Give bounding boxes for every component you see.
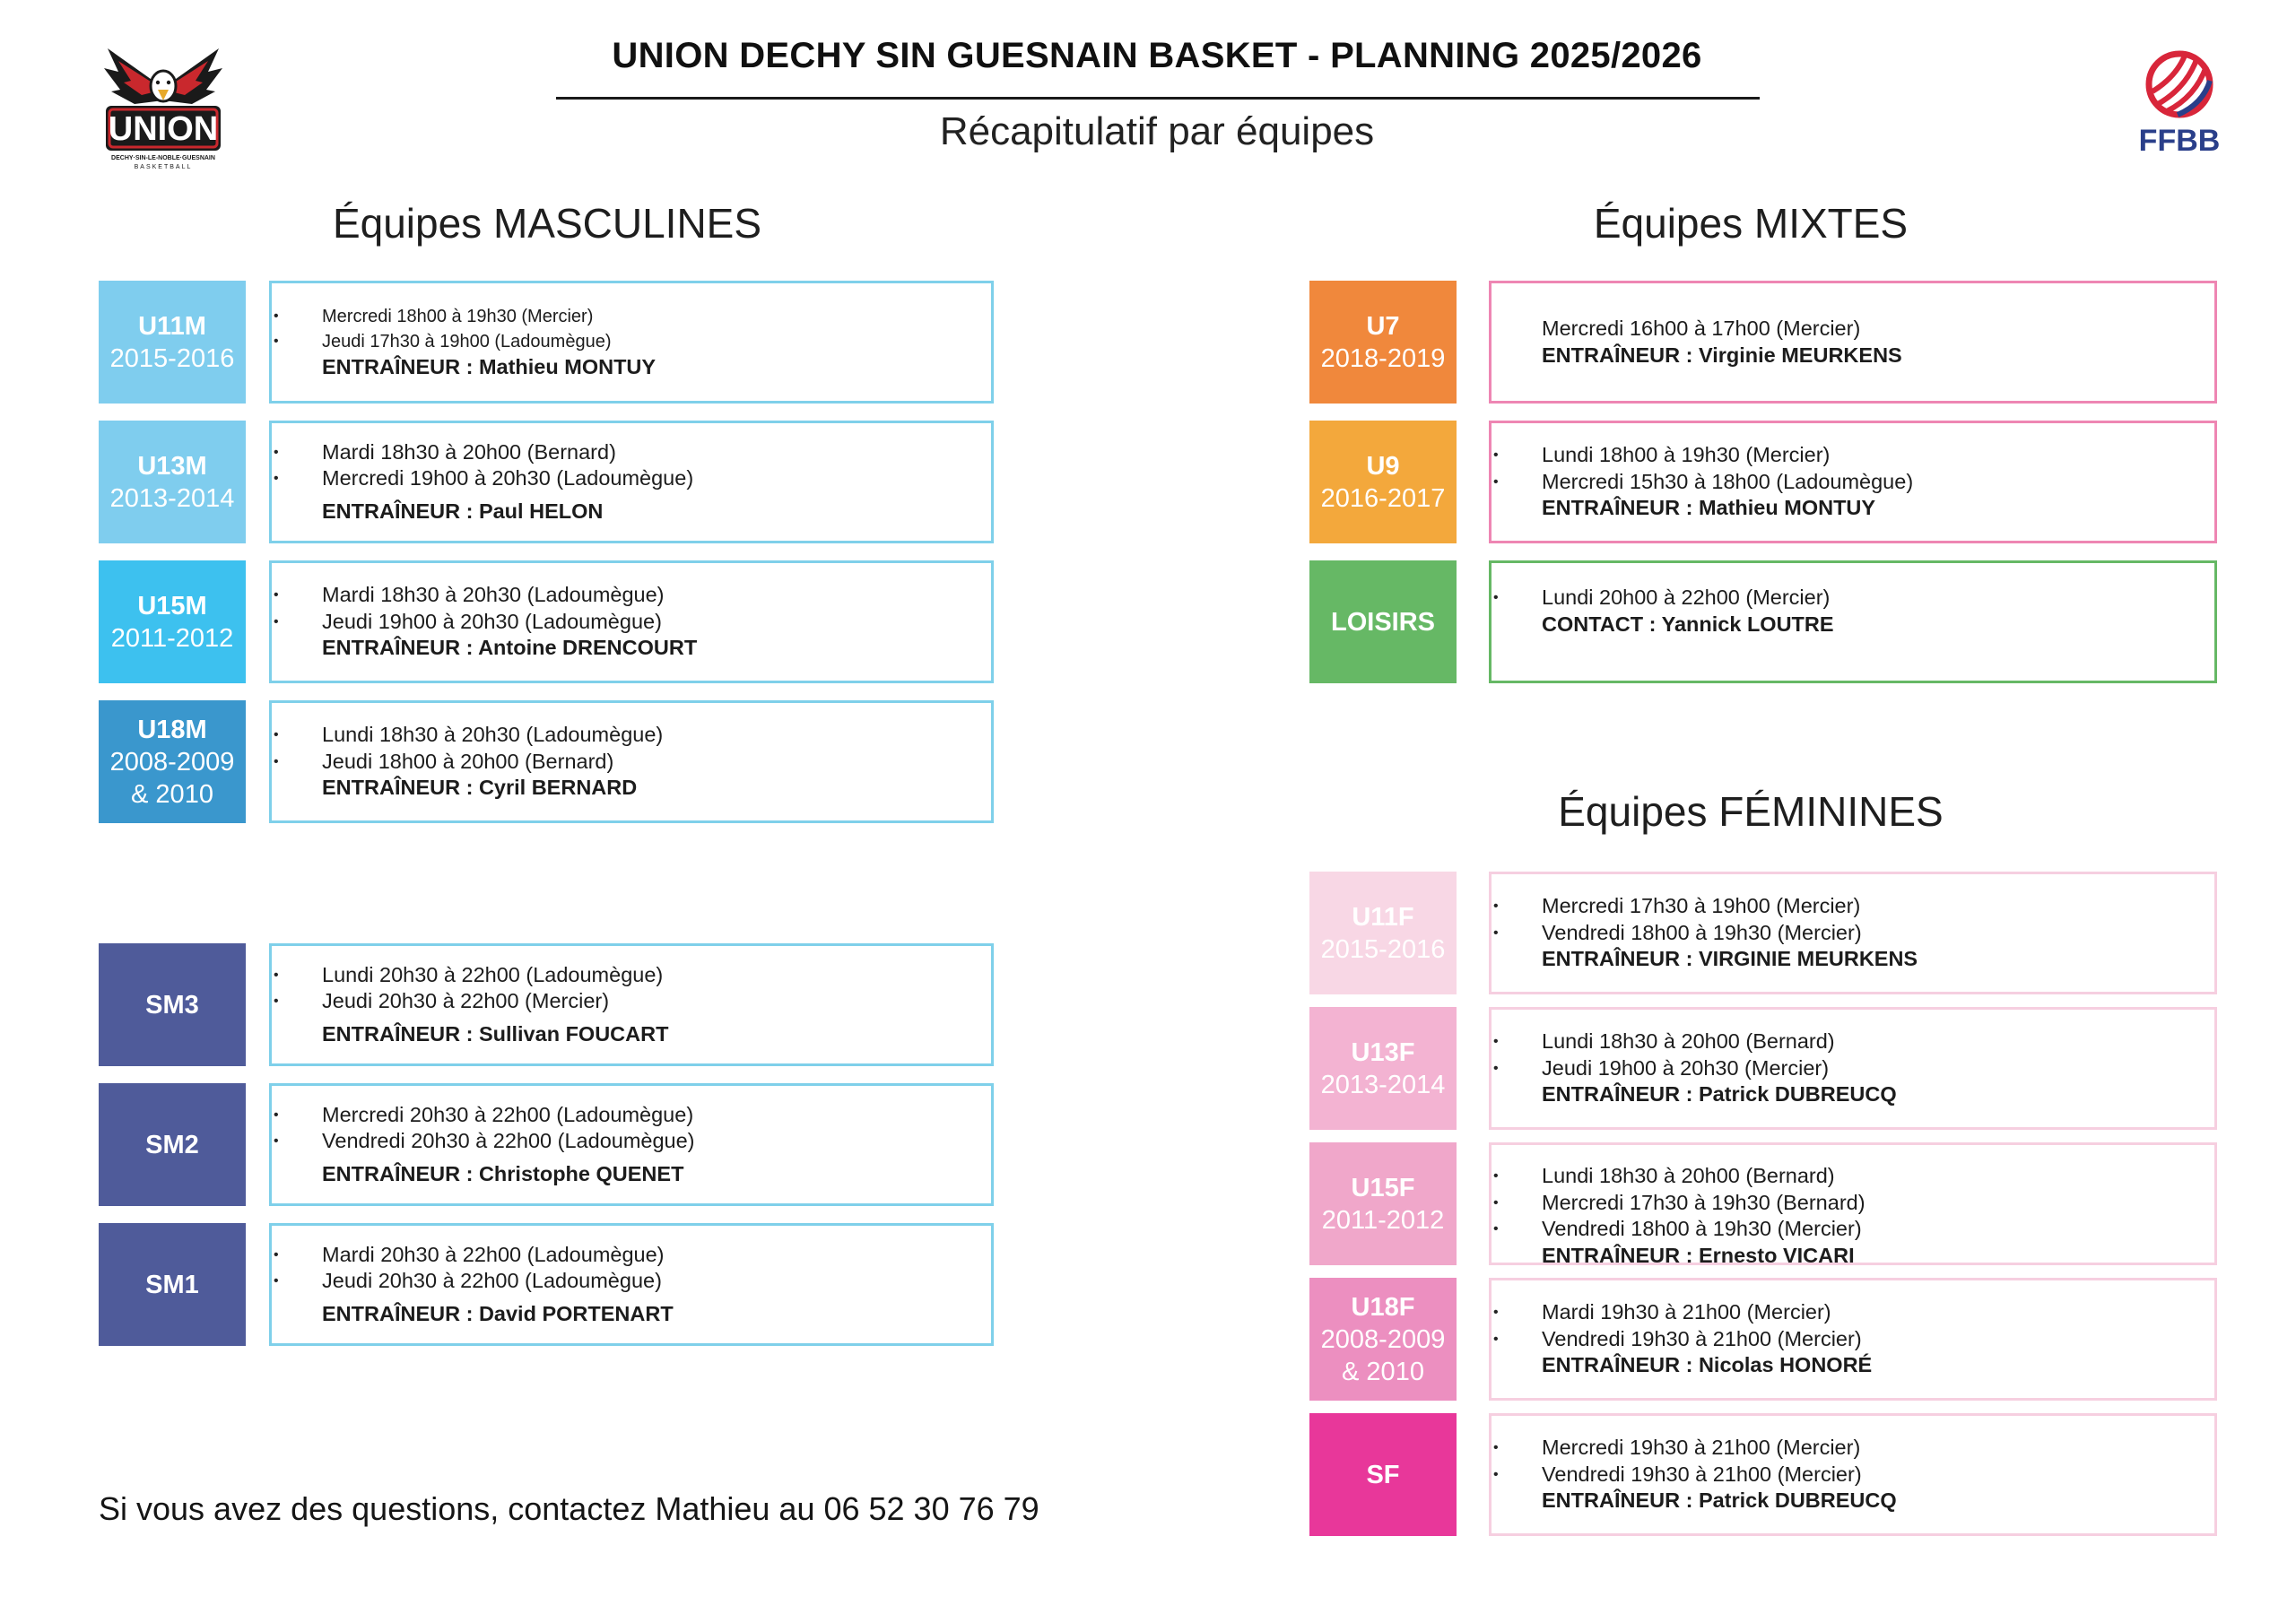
schedule-item: • Vendredi 19h30 à 21h00 (Mercier) [1542,1462,2214,1488]
team-schedule-u9 [1489,421,2217,543]
team-years: 2008-2009 [1320,1324,1446,1354]
schedule-item: • Lundi 20h00 à 22h00 (Mercier) [1542,585,2214,612]
schedule-item: • Mercredi 18h00 à 19h30 (Mercier) [322,304,991,329]
team-schedule-loisirs [1489,560,2217,683]
contact-name: CONTACT : Yannick LOUTRE [1542,612,1834,636]
coach-name: ENTRAÎNEUR : Virginie MEURKENS [1542,343,1902,367]
team-schedule-u7 [1489,281,2217,404]
team-code: U11M [138,311,206,341]
schedule-item: Mercredi 16h00 à 17h00 (Mercier) [1542,317,1861,340]
team-schedule-u13m [269,421,994,543]
union-logo [100,36,226,170]
team-years: 2015-2016 [109,343,235,373]
schedule-item: • Mercredi 19h00 à 20h30 (Ladoumègue) [322,465,991,492]
schedule-item: • Vendredi 19h30 à 21h00 (Mercier) [1542,1326,2214,1353]
schedule-item: • Mercredi 20h30 à 22h00 (Ladoumègue) [322,1102,991,1129]
union-logo-subtext: DECHY·SIN-LE-NOBLE·GUESNAIN [111,155,215,161]
team-label-u15m [99,560,246,683]
ffbb-logo-text: FFBB [2138,124,2221,156]
team-label-loisirs [1309,560,1457,683]
coach-name: ENTRAÎNEUR : Paul HELON [322,499,604,523]
coach-name: ENTRAÎNEUR : Patrick DUBREUCQ [1542,1082,1897,1107]
team-schedule-sm1 [269,1223,994,1346]
coach-name: ENTRAÎNEUR : Mathieu MONTUY [322,354,657,378]
title-underline [556,97,1760,100]
team-code: LOISIRS [1330,607,1435,637]
schedule-item: • Lundi 18h30 à 20h00 (Bernard) [1542,1028,2214,1055]
team-label-u13f [1309,1007,1457,1130]
coach-name: ENTRAÎNEUR : Nicolas HONORÉ [1542,1353,1873,1377]
section-title-mixtes: Équipes MIXTES [1593,200,1909,247]
schedule-item: • Mercredi 15h30 à 18h00 (Ladoumègue) [1542,469,2214,496]
section-title-masculines: Équipes MASCULINES [332,200,762,247]
team-years: & 2010 [1342,1357,1424,1386]
team-label-u11f [1309,872,1457,994]
team-code: SM1 [145,1270,199,1299]
coach-name: ENTRAÎNEUR : Christophe QUENET [322,1161,684,1185]
schedule-item: • Jeudi 18h00 à 20h00 (Bernard) [322,749,991,776]
schedule-item: • Lundi 18h30 à 20h00 (Bernard) [1542,1163,2214,1190]
team-code: SM3 [145,990,199,1020]
coach-name: ENTRAÎNEUR : VIRGINIE MEURKENS [1542,947,1918,971]
team-schedule-u11f [1489,872,2217,994]
team-label-u18m [99,700,246,823]
team-label-sm1 [99,1223,246,1346]
team-code: U11F [1352,902,1414,932]
team-years: 2008-2009 [109,747,235,777]
team-code: U13M [137,451,207,481]
team-code: U7 [1366,311,1400,341]
basketball-icon [2131,48,2228,156]
team-schedule-sm3 [269,943,994,1066]
schedule-item: • Lundi 18h30 à 20h30 (Ladoumègue) [322,722,991,749]
page-title: UNION DECHY SIN GUESNAIN BASKET - PLANNING 2025/2026 [612,36,1702,75]
team-label-sm2 [99,1083,246,1206]
schedule-item: • Mardi 19h30 à 21h00 (Mercier) [1542,1299,2214,1326]
schedule-item: • Vendredi 18h00 à 19h30 (Mercier) [1542,920,2214,947]
team-label-sf [1309,1413,1457,1536]
schedule-item: • Mercredi 17h30 à 19h00 (Mercier) [1542,893,2214,920]
team-schedule-sm2 [269,1083,994,1206]
team-code: U15F [1351,1173,1415,1202]
schedule-item: • Mardi 18h30 à 20h30 (Ladoumègue) [322,582,991,609]
coach-name: ENTRAÎNEUR : Ernesto VICARI [1542,1243,1855,1267]
section-title-feminines: Équipes FÉMININES [1558,788,1944,835]
team-schedule-u18m [269,700,994,823]
team-years: 2018-2019 [1320,343,1446,373]
coach-name: ENTRAÎNEUR : Sullivan FOUCART [322,1021,669,1046]
ffbb-logo [2131,48,2228,156]
team-code: SM2 [145,1130,199,1159]
page-subtitle: Récapitulatif par équipes [939,109,1375,153]
contact-footer: Si vous avez des questions, contactez Mathieu au 06 52 30 76 79 [99,1490,1039,1527]
team-schedule-u15f [1489,1142,2217,1265]
schedule-item: • Jeudi 20h30 à 22h00 (Ladoumègue) [322,1268,991,1295]
eagle-icon [100,36,226,170]
team-code: U15M [137,591,207,621]
team-label-u9 [1309,421,1457,543]
schedule-item: • Jeudi 20h30 à 22h00 (Mercier) [322,988,991,1015]
team-code: U18M [137,715,207,744]
coach-name: ENTRAÎNEUR : Mathieu MONTUY [1542,496,1876,520]
schedule-item: • Mardi 20h30 à 22h00 (Ladoumègue) [322,1242,991,1269]
team-schedule-u18f [1489,1278,2217,1401]
schedule-item: • Mercredi 17h30 à 19h30 (Bernard) [1542,1190,2214,1217]
team-label-u13m [99,421,246,543]
schedule-item: • Lundi 20h30 à 22h00 (Ladoumègue) [322,962,991,989]
team-schedule-u11m [269,281,994,404]
team-schedule-u13f [1489,1007,2217,1130]
schedule-item: • Lundi 18h00 à 19h30 (Mercier) [1542,442,2214,469]
team-label-sm3 [99,943,246,1066]
schedule-item: • Jeudi 19h00 à 20h30 (Ladoumègue) [322,609,991,636]
team-label-u18f [1309,1278,1457,1401]
schedule-item: • Jeudi 19h00 à 20h30 (Mercier) [1542,1055,2214,1082]
team-code: SF [1366,1460,1400,1489]
union-logo-text: UNION [108,110,219,148]
coach-name: ENTRAÎNEUR : Patrick DUBREUCQ [1542,1488,1897,1513]
team-years: 2013-2014 [109,483,235,513]
team-years: 2011-2012 [110,623,234,653]
team-schedule-u15m [269,560,994,683]
team-label-u7 [1309,281,1457,404]
team-label-u11m [99,281,246,404]
team-code: U13F [1351,1037,1415,1067]
union-logo-basket: BASKETBALL [134,164,193,170]
coach-name: ENTRAÎNEUR : David PORTENART [322,1301,674,1325]
team-years: & 2010 [131,779,213,809]
coach-name: ENTRAÎNEUR : Antoine DRENCOURT [322,636,698,660]
team-schedule-sf [1489,1413,2217,1536]
schedule-item: • Jeudi 17h30 à 19h00 (Ladoumègue) [322,329,991,354]
team-label-u15f [1309,1142,1457,1265]
schedule-item: • Mardi 18h30 à 20h00 (Bernard) [322,439,991,466]
team-code: U18F [1351,1292,1415,1322]
schedule-item: • Vendredi 18h00 à 19h30 (Mercier) [1542,1216,2214,1243]
team-code: U9 [1366,451,1400,481]
team-years: 2011-2012 [1321,1205,1445,1235]
schedule-item: • Vendredi 20h30 à 22h00 (Ladoumègue) [322,1128,991,1155]
team-years: 2015-2016 [1320,934,1446,964]
team-years: 2016-2017 [1320,483,1446,513]
schedule-item: • Mercredi 19h30 à 21h00 (Mercier) [1542,1435,2214,1462]
team-years: 2013-2014 [1320,1070,1446,1099]
coach-name: ENTRAÎNEUR : Cyril BERNARD [322,776,638,800]
